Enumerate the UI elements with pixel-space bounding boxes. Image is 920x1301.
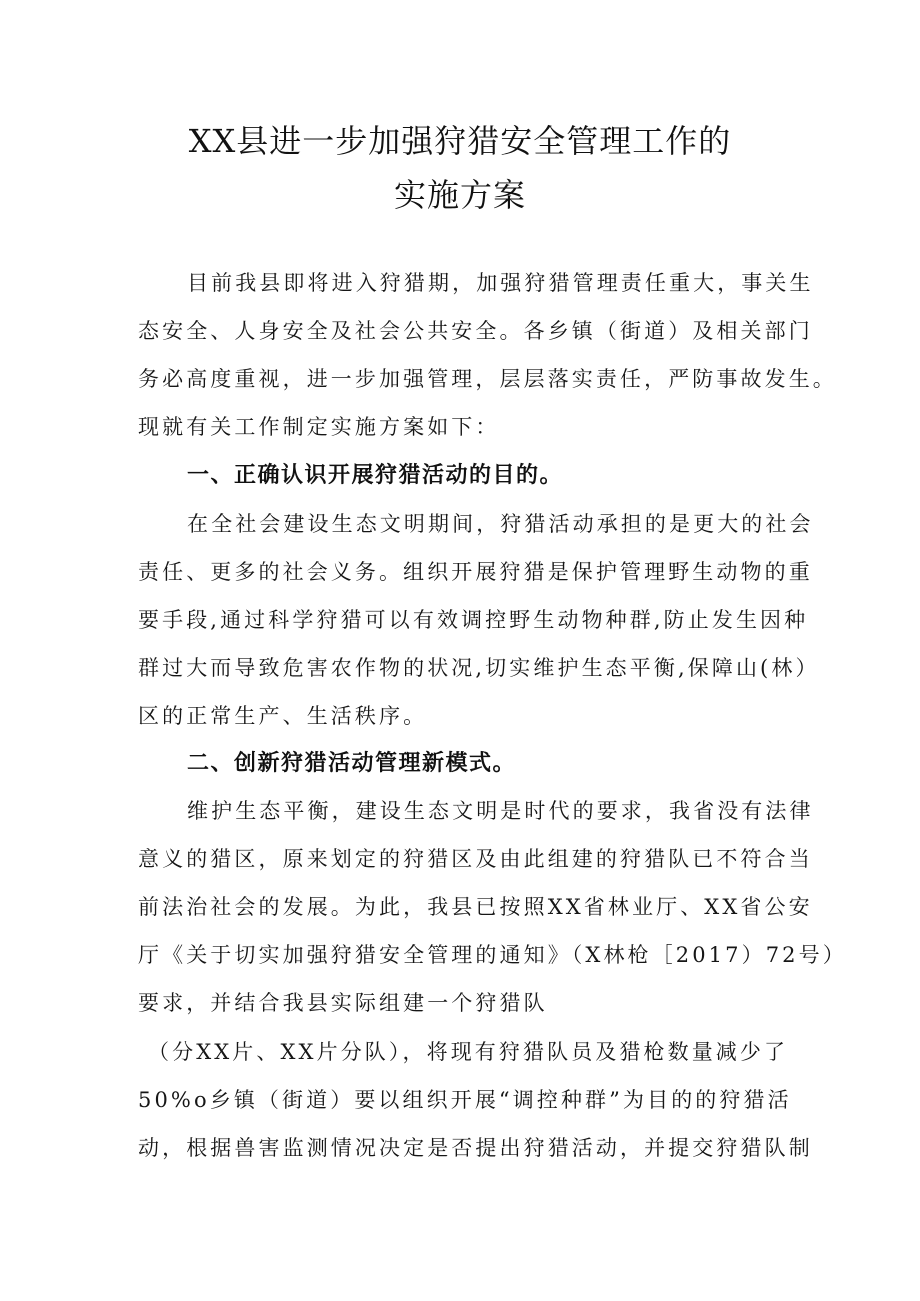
section1-line: 在全社会建设生态文明期间，狩猎活动承担的是更大的社会 bbox=[187, 512, 814, 536]
section-heading-2: 二、创新狩猎活动管理新模式。 bbox=[187, 751, 517, 776]
section1-line: 要手段,通过科学狩猎可以有效调控野生动物种群,防止发生因种 bbox=[138, 608, 809, 632]
section2-line: （分XX片、XX片分队），将现有狩猎队员及猎枪数量减少了 bbox=[148, 1040, 789, 1064]
section1-line: 责任、更多的社会义务。组织开展狩猎是保护管理野生动物的重 bbox=[138, 560, 813, 584]
intro-line: 目前我县即将进入狩猎期，加强狩猎管理责任重大，事关生 bbox=[187, 271, 814, 295]
section1-line: 群过大而导致危害农作物的状况,切实维护生态平衡,保障山(林） bbox=[138, 656, 820, 680]
intro-line: 态安全、人身安全及社会公共安全。各乡镇（街道）及相关部门 bbox=[138, 319, 813, 343]
section2-line: 50%o乡镇（街道）要以组织开展“调控种群”为目的的狩猎活 bbox=[138, 1088, 792, 1112]
section2-line: 前法治社会的发展。为此，我县已按照XX省林业厅、XX省公安 bbox=[138, 895, 813, 919]
intro-line: 务必高度重视，进一步加强管理，层层落实责任，严防事故发生。 bbox=[138, 367, 837, 391]
section1-line: 区的正常生产、生活秩序。 bbox=[138, 704, 428, 728]
intro-line: 现就有关工作制定实施方案如下： bbox=[138, 415, 500, 439]
section2-line: 动，根据兽害监测情况决定是否提出狩猎活动，并提交狩猎队制 bbox=[138, 1136, 813, 1160]
section-heading-1: 一、正确认识开展狩猎活动的目的。 bbox=[187, 463, 564, 488]
section2-line: 要求，并结合我县实际组建一个狩猎队 bbox=[138, 991, 548, 1015]
section2-line: 维护生态平衡，建设生态文明是时代的要求，我省没有法律 bbox=[187, 799, 814, 823]
document-title-line-1: XX县进一步加强狩猎安全管理工作的 bbox=[188, 122, 732, 160]
document-title-line-2: 实施方案 bbox=[393, 176, 526, 214]
section2-line: 厅《关于切实加强狩猎安全管理的通知》（X林枪［2017）72号） bbox=[138, 943, 847, 967]
section2-line: 意义的猎区，原来划定的狩猎区及由此组建的狩猎队已不符合当 bbox=[138, 847, 813, 871]
